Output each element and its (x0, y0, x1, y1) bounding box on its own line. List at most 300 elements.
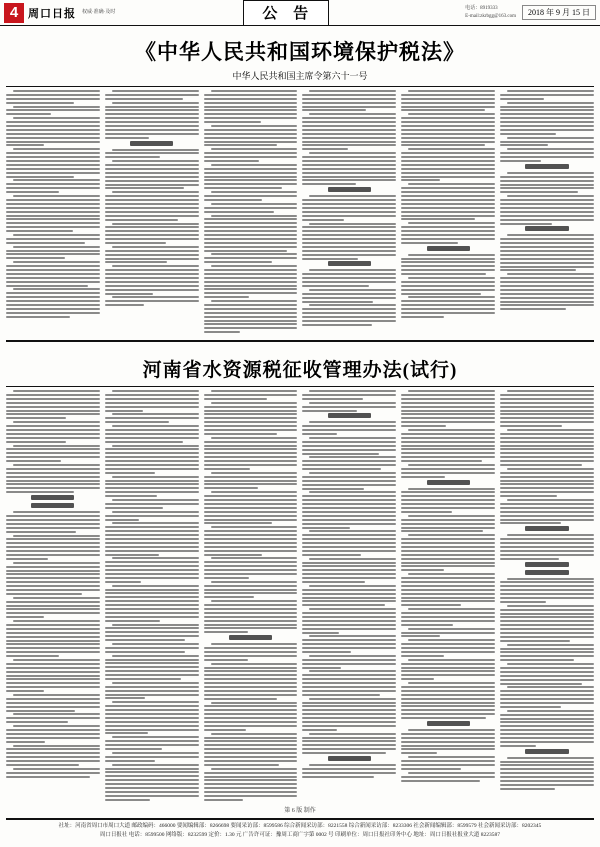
text-line (401, 242, 457, 244)
text-line (401, 312, 495, 314)
text-line (401, 144, 485, 146)
text-line (204, 117, 298, 119)
text-line (500, 254, 594, 256)
text-line (204, 323, 298, 325)
text-line (112, 701, 199, 703)
text-line (204, 320, 298, 322)
text-line (401, 106, 495, 108)
text-line (302, 324, 371, 326)
text-line (401, 577, 495, 579)
text-line (105, 234, 199, 236)
text-line (6, 125, 100, 127)
text-line (105, 468, 199, 470)
text-line (500, 301, 594, 303)
text-line (105, 480, 199, 482)
article-separator (6, 340, 594, 342)
text-line (13, 713, 100, 715)
text-line (211, 768, 298, 770)
text-line (204, 740, 298, 742)
text-line (302, 117, 396, 119)
text-line (500, 764, 594, 766)
text-line (500, 448, 594, 450)
text-line (500, 250, 594, 252)
section-heading-line (525, 226, 568, 231)
text-line (112, 522, 199, 524)
text-line (105, 526, 199, 528)
text-line (302, 523, 396, 525)
text-line (500, 589, 594, 591)
text-line (105, 406, 199, 408)
text-line (105, 242, 166, 244)
text-line (302, 507, 396, 509)
text-line (302, 499, 396, 501)
text-line (408, 429, 495, 431)
text-line (401, 604, 461, 606)
text-line (112, 265, 199, 267)
text-line (105, 600, 199, 602)
paper-name: 周口日报 (28, 7, 76, 20)
text-line (204, 242, 298, 244)
text-line (500, 725, 594, 727)
text-line (6, 667, 100, 669)
text-line (302, 550, 396, 552)
text-line (6, 706, 100, 708)
text-line (507, 644, 594, 646)
text-line (6, 296, 100, 298)
text-line (6, 636, 100, 638)
text-line (6, 218, 100, 220)
text-line (112, 511, 199, 513)
text-line (302, 168, 396, 170)
text-line (302, 604, 385, 606)
text-line (302, 694, 380, 696)
text-line (204, 499, 298, 501)
text-column (105, 390, 199, 803)
text-line (204, 592, 298, 594)
text-line (6, 394, 100, 396)
section-heading-line (328, 187, 371, 192)
text-line (500, 772, 594, 774)
text-line (500, 558, 559, 560)
text-line (105, 596, 199, 598)
text-line (6, 113, 51, 115)
text-line (105, 639, 185, 641)
text-line (500, 702, 594, 704)
text-line (302, 768, 396, 770)
text-column (6, 390, 100, 803)
text-line (204, 98, 298, 100)
text-line (6, 265, 100, 267)
text-line (401, 713, 495, 715)
section-heading-line (130, 141, 173, 146)
article-1-divider (6, 86, 594, 87)
text-line (204, 211, 274, 213)
text-line (500, 413, 594, 415)
text-line (500, 593, 594, 595)
text-column (500, 390, 594, 803)
text-line (401, 160, 495, 162)
text-line (500, 121, 594, 123)
text-column (204, 90, 298, 335)
text-line (105, 542, 199, 544)
text-line (309, 195, 396, 197)
text-line (302, 725, 396, 727)
text-line (401, 238, 495, 240)
text-line (105, 670, 199, 672)
text-line (500, 667, 594, 669)
section-heading-line (31, 495, 74, 500)
text-line (6, 628, 100, 630)
text-line (112, 445, 199, 447)
text-line (408, 639, 495, 641)
text-line (401, 616, 495, 618)
text-column (401, 90, 495, 335)
text-line (211, 526, 298, 528)
text-line (401, 776, 495, 778)
text-line (401, 527, 495, 529)
text-line (105, 775, 199, 777)
text-line (302, 624, 396, 626)
text-line (204, 398, 267, 400)
text-line (6, 550, 100, 552)
text-line (105, 211, 199, 213)
masthead-contact (457, 5, 516, 21)
text-line (302, 647, 396, 649)
text-line (500, 690, 594, 692)
text-line (401, 94, 495, 96)
text-line (507, 534, 594, 536)
text-line (6, 472, 100, 474)
text-line (105, 779, 199, 781)
text-line (211, 663, 298, 665)
text-line (6, 316, 70, 318)
text-line (105, 441, 183, 443)
text-line (6, 710, 75, 712)
text-line (204, 554, 262, 556)
text-line (204, 199, 262, 201)
text-line (500, 141, 594, 143)
text-line (302, 410, 356, 412)
text-line (105, 771, 199, 773)
text-line (302, 230, 396, 232)
text-line (309, 530, 396, 532)
text-column (6, 90, 100, 335)
text-line (204, 729, 246, 731)
text-line (302, 141, 396, 143)
text-line (500, 679, 594, 681)
text-line (500, 187, 594, 189)
text-line (401, 433, 495, 435)
text-line (507, 468, 594, 470)
text-line (6, 585, 100, 587)
text-line (302, 620, 396, 622)
text-line (500, 515, 594, 517)
text-line (204, 464, 298, 466)
text-line (500, 597, 594, 599)
text-line (302, 488, 364, 490)
text-line (500, 476, 594, 478)
text-line (105, 713, 199, 715)
text-line (204, 480, 298, 482)
text-line (500, 675, 594, 677)
text-line (204, 534, 298, 536)
text-line (204, 752, 298, 754)
text-line (6, 417, 66, 419)
text-line (105, 519, 139, 521)
text-line (13, 288, 100, 290)
text-line (6, 760, 100, 762)
text-line (401, 125, 495, 127)
text-line (500, 199, 594, 201)
text-line (302, 441, 396, 443)
text-line (401, 156, 495, 158)
text-line (6, 141, 100, 143)
text-line (105, 507, 163, 509)
text-line (204, 698, 277, 700)
text-line (204, 783, 298, 785)
text-line (204, 168, 298, 170)
text-column (105, 90, 199, 335)
text-line (6, 156, 100, 158)
text-line (401, 460, 482, 462)
text-line (401, 179, 439, 181)
text-line (105, 117, 199, 119)
text-line (204, 133, 298, 135)
text-line (401, 748, 495, 750)
text-line (105, 604, 199, 606)
text-line (105, 398, 199, 400)
text-line (309, 558, 396, 560)
text-line (112, 160, 199, 162)
text-line (204, 569, 298, 571)
text-line (112, 413, 199, 415)
section-heading-line (328, 413, 371, 418)
text-line (500, 402, 594, 404)
text-line (105, 448, 199, 450)
text-line (13, 694, 100, 696)
text-line (204, 296, 249, 298)
text-line (105, 203, 199, 205)
text-line (204, 176, 298, 178)
text-line (105, 207, 199, 209)
text-line (401, 308, 495, 310)
text-line (112, 655, 199, 657)
text-line (204, 667, 298, 669)
text-line (204, 674, 298, 676)
text-line (6, 226, 100, 228)
text-line (408, 183, 495, 185)
text-line (500, 308, 566, 310)
text-line (6, 608, 100, 610)
text-line (105, 219, 178, 221)
text-line (204, 503, 298, 505)
text-line (500, 624, 594, 626)
text-line (105, 98, 183, 100)
text-line (13, 597, 100, 599)
text-line (6, 480, 100, 482)
text-line (13, 511, 100, 513)
text-line (507, 234, 594, 236)
text-line (6, 281, 100, 283)
text-line (401, 550, 495, 552)
text-line (500, 144, 548, 146)
text-line (105, 281, 199, 283)
text-line (204, 787, 298, 789)
text-line (204, 429, 298, 431)
text-line (302, 129, 396, 131)
text-line (204, 433, 277, 435)
text-line (302, 705, 396, 707)
text-line (6, 304, 100, 306)
text-column (302, 390, 396, 803)
text-line (204, 102, 298, 104)
text-line (6, 429, 100, 431)
text-line (309, 90, 396, 92)
text-line (105, 472, 155, 474)
text-line (6, 487, 100, 489)
text-line (401, 507, 495, 509)
text-line (500, 398, 594, 400)
text-line (302, 511, 396, 513)
text-line (204, 195, 298, 197)
text-line (500, 784, 594, 786)
text-line (500, 211, 594, 213)
section-heading-line (427, 480, 470, 485)
text-line (204, 207, 298, 209)
text-line (500, 452, 594, 454)
text-line (401, 226, 495, 228)
text-line (105, 429, 199, 431)
text-line (500, 628, 594, 630)
text-line (6, 312, 100, 314)
text-line (204, 413, 298, 415)
text-line (105, 113, 199, 115)
text-line (302, 445, 396, 447)
text-line (500, 460, 594, 462)
text-line (105, 254, 199, 256)
text-line (302, 297, 396, 299)
text-line (105, 694, 199, 696)
text-line (500, 698, 594, 700)
text-line (401, 768, 461, 770)
text-line (302, 772, 396, 774)
text-line (6, 144, 44, 146)
text-line (309, 655, 396, 657)
text-line (204, 612, 298, 614)
text-line (6, 682, 100, 684)
text-line (401, 164, 495, 166)
text-line (401, 503, 495, 505)
text-line (204, 312, 298, 314)
text-line (401, 745, 495, 747)
text-line (6, 752, 100, 754)
text-line (6, 253, 100, 255)
text-line (6, 776, 90, 778)
text-line (6, 741, 45, 743)
text-line (204, 425, 298, 427)
text-line (500, 94, 594, 96)
text-line (401, 780, 480, 782)
text-line (302, 308, 396, 310)
text-line (500, 180, 594, 182)
footer-line-1: 社址：河南省周口市周口大道 邮政编码：466000 要闻编辑部：8266698 要闻采访部：8599586 综合新闻采访部：8221558 综合新闻采访部：8233306 社会新闻编辑部：8599579 社会新闻采访部：8202345 (58, 822, 542, 829)
text-line (112, 736, 199, 738)
text-line (13, 659, 100, 661)
text-line (6, 102, 74, 104)
text-line (401, 538, 495, 540)
text-line (401, 281, 495, 283)
text-line (302, 752, 386, 754)
text-line (302, 277, 396, 279)
text-line (204, 273, 298, 275)
text-line (500, 636, 594, 638)
text-line (401, 265, 495, 267)
text-line (6, 702, 100, 704)
text-line (408, 90, 495, 92)
text-line (500, 464, 582, 466)
text-line (105, 538, 199, 540)
text-line (302, 160, 396, 162)
text-line (500, 117, 594, 119)
text-line (500, 507, 594, 509)
text-line (500, 246, 594, 248)
text-line (105, 133, 199, 135)
text-line (6, 764, 79, 766)
text-line (6, 690, 44, 692)
text-line (105, 697, 145, 699)
text-line (6, 515, 100, 517)
text-line (204, 561, 298, 563)
text-line (204, 546, 298, 548)
text-line (105, 129, 199, 131)
text-line (401, 698, 495, 700)
text-line (13, 390, 100, 392)
text-line (302, 460, 396, 462)
text-line (500, 671, 594, 673)
article-environment-protection-tax-law (0, 26, 600, 335)
text-line (401, 293, 481, 295)
text-line (401, 694, 495, 696)
text-line (500, 503, 594, 505)
text-line (500, 98, 544, 100)
text-line (105, 300, 199, 302)
text-line (408, 659, 495, 661)
text-line (204, 573, 298, 575)
masthead (0, 0, 600, 26)
text-line (204, 448, 298, 450)
text-line (302, 639, 396, 641)
text-line (401, 199, 495, 201)
text-line (401, 234, 495, 236)
section-heading-line (525, 570, 568, 575)
text-line (302, 234, 396, 236)
text-line (6, 686, 100, 688)
text-line (309, 733, 396, 735)
text-column (401, 390, 495, 803)
text-line (211, 472, 298, 474)
text-line (204, 670, 298, 672)
text-line (302, 682, 396, 684)
text-line (500, 207, 594, 209)
text-line (401, 760, 495, 762)
text-line (500, 176, 594, 178)
text-line (112, 191, 199, 193)
text-line (105, 721, 199, 723)
text-line (302, 744, 396, 746)
text-line (204, 608, 298, 610)
text-line (507, 273, 594, 275)
text-line (500, 632, 594, 634)
